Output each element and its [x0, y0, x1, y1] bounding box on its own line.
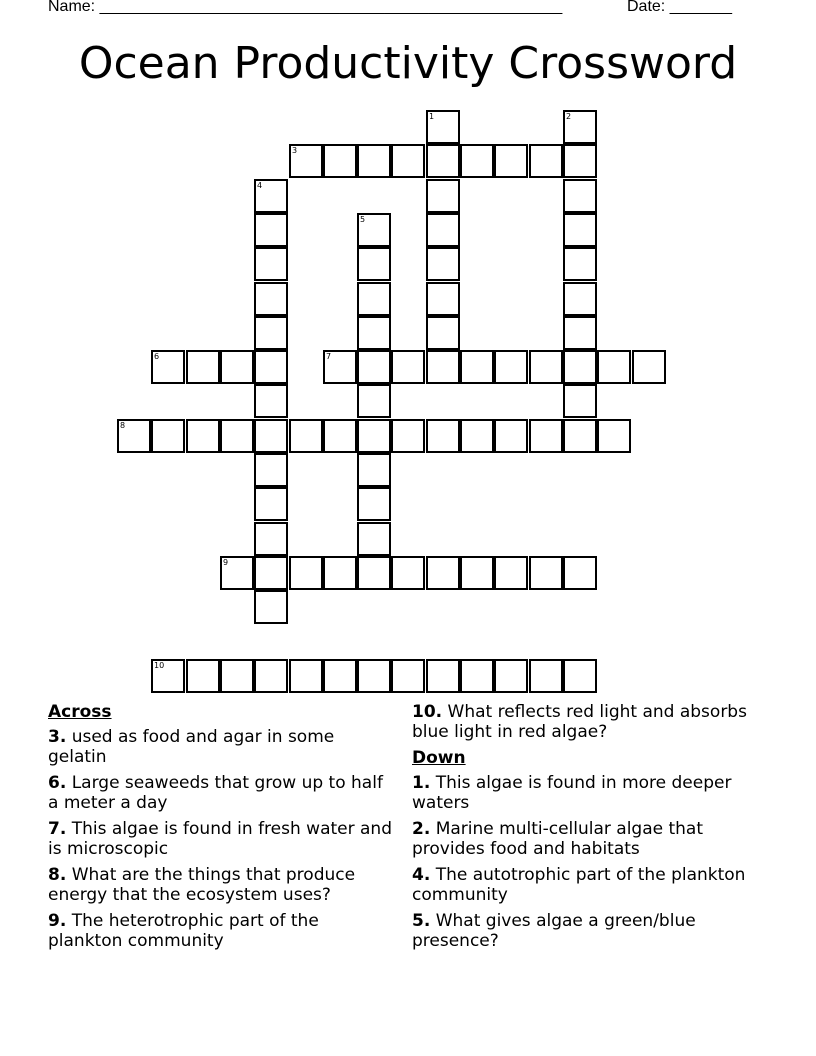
crossword-cell[interactable] [529, 350, 563, 384]
crossword-cell[interactable] [563, 659, 597, 693]
clue-text: used as food and agar in some gelatin [48, 727, 335, 767]
crossword-cell[interactable] [357, 556, 391, 590]
crossword-cell[interactable] [426, 247, 460, 281]
crossword-cell[interactable] [494, 144, 528, 178]
clues-right-column [412, 702, 757, 957]
crossword-cell[interactable] [254, 487, 288, 521]
crossword-cell[interactable] [391, 144, 425, 178]
crossword-cell[interactable] [254, 384, 288, 418]
crossword-cell[interactable] [254, 282, 288, 316]
crossword-cell[interactable] [529, 556, 563, 590]
crossword-cell[interactable] [529, 659, 563, 693]
clue-across-9 [48, 911, 393, 951]
crossword-cell[interactable] [254, 659, 288, 693]
cell-number: 4 [257, 181, 263, 190]
crossword-cell[interactable] [117, 419, 151, 453]
cell-number: 10 [154, 661, 165, 670]
crossword-cell[interactable] [563, 419, 597, 453]
clue-number: 7. [48, 819, 67, 839]
crossword-cell[interactable] [357, 384, 391, 418]
cell-number: 9 [223, 558, 229, 567]
crossword-cell[interactable] [529, 419, 563, 453]
clue-text: This algae is found in fresh water and is microscopic [48, 819, 392, 859]
crossword-cell[interactable] [426, 179, 460, 213]
crossword-cell[interactable] [323, 556, 357, 590]
crossword-cell[interactable] [151, 350, 185, 384]
crossword-cell[interactable] [289, 556, 323, 590]
crossword-cell[interactable] [220, 556, 254, 590]
clue-down-4 [412, 865, 757, 905]
crossword-cell[interactable] [563, 179, 597, 213]
crossword-cell[interactable] [563, 556, 597, 590]
clue-down-5 [412, 911, 757, 951]
clue-text: Large seaweeds that grow up to half a meter a day [48, 773, 383, 813]
clue-number: 5. [412, 911, 431, 931]
crossword-cell[interactable] [460, 419, 494, 453]
crossword-cell[interactable] [289, 659, 323, 693]
cell-number: 8 [120, 421, 126, 430]
clue-across-8 [48, 865, 393, 905]
crossword-cell[interactable] [426, 213, 460, 247]
crossword-cell[interactable] [254, 247, 288, 281]
crossword-cell[interactable] [529, 144, 563, 178]
crossword-cell[interactable] [186, 659, 220, 693]
clue-number: 1. [412, 773, 431, 793]
crossword-cell[interactable] [426, 316, 460, 350]
crossword-cell[interactable] [460, 350, 494, 384]
crossword-cell[interactable] [254, 453, 288, 487]
down-heading: Down [412, 748, 466, 768]
crossword-cell[interactable] [494, 350, 528, 384]
clue-text: The heterotrophic part of the plankton community [48, 911, 319, 951]
crossword-cell[interactable] [426, 144, 460, 178]
crossword-cell[interactable] [220, 350, 254, 384]
crossword-cell[interactable] [391, 556, 425, 590]
crossword-cell[interactable] [323, 659, 357, 693]
crossword-cell[interactable] [426, 282, 460, 316]
cell-number: 7 [326, 352, 332, 361]
crossword-cell[interactable] [460, 556, 494, 590]
cell-number: 2 [566, 112, 572, 121]
crossword-cell[interactable] [357, 453, 391, 487]
crossword-cell[interactable] [597, 419, 631, 453]
crossword-cell[interactable] [391, 659, 425, 693]
crossword-cell[interactable] [391, 350, 425, 384]
crossword-cell[interactable] [254, 556, 288, 590]
crossword-cell[interactable] [426, 556, 460, 590]
crossword-cell[interactable] [563, 384, 597, 418]
clue-number: 4. [412, 865, 431, 885]
crossword-cell[interactable] [254, 590, 288, 624]
crossword-cell[interactable] [254, 213, 288, 247]
crossword-cell[interactable] [426, 110, 460, 144]
crossword-cell[interactable] [254, 522, 288, 556]
crossword-cell[interactable] [494, 659, 528, 693]
crossword-cell[interactable] [357, 316, 391, 350]
clue-text: What reflects red light and absorbs blue light in red algae? [412, 702, 747, 742]
crossword-cell[interactable] [220, 419, 254, 453]
crossword-cell[interactable] [151, 659, 185, 693]
date-field[interactable]: Date: _______ [627, 0, 732, 15]
crossword-cell[interactable] [426, 659, 460, 693]
name-field[interactable]: Name: ____________________________________________________ [48, 0, 563, 15]
clue-text: The autotrophic part of the plankton community [412, 865, 746, 905]
crossword-cell[interactable] [494, 419, 528, 453]
crossword-cell[interactable] [632, 350, 666, 384]
clue-number: 9. [48, 911, 67, 931]
crossword-cell[interactable] [597, 350, 631, 384]
clue-text: What gives algae a green/blue presence? [412, 911, 696, 951]
clue-down-1 [412, 773, 757, 813]
crossword-cell[interactable] [460, 144, 494, 178]
crossword-cell[interactable] [426, 350, 460, 384]
clue-number: 2. [412, 819, 431, 839]
crossword-cell[interactable] [186, 419, 220, 453]
clue-number: 8. [48, 865, 67, 885]
crossword-cell[interactable] [357, 213, 391, 247]
crossword-cell[interactable] [254, 316, 288, 350]
crossword-cell[interactable] [563, 110, 597, 144]
crossword-cell[interactable] [563, 316, 597, 350]
cell-number: 6 [154, 352, 160, 361]
clue-number: 10. [412, 702, 443, 722]
crossword-cell[interactable] [220, 659, 254, 693]
clue-across-10 [412, 702, 757, 742]
clue-across-6 [48, 773, 393, 813]
clue-number: 6. [48, 773, 67, 793]
crossword-cell[interactable] [186, 350, 220, 384]
crossword-cell[interactable] [254, 350, 288, 384]
crossword-cell[interactable] [151, 419, 185, 453]
cell-number: 3 [292, 146, 298, 155]
crossword-cell[interactable] [289, 144, 323, 178]
crossword-cell[interactable] [563, 350, 597, 384]
crossword-cell[interactable] [563, 144, 597, 178]
clue-text: This algae is found in more deeper waters [412, 773, 732, 813]
page-title: Ocean Productivity Crossword [78, 38, 738, 89]
cell-number: 1 [429, 112, 435, 121]
crossword-cell[interactable] [357, 522, 391, 556]
clues-left-column [48, 702, 393, 957]
crossword-cell[interactable] [563, 247, 597, 281]
crossword-cell[interactable] [289, 419, 323, 453]
crossword-cell[interactable] [254, 419, 288, 453]
clue-text: What are the things that produce energy that the ecosystem uses? [48, 865, 356, 905]
clue-across-7 [48, 819, 393, 859]
crossword-cell[interactable] [426, 419, 460, 453]
crossword-cell[interactable] [357, 144, 391, 178]
across-heading: Across [48, 702, 112, 722]
crossword-cell[interactable] [357, 350, 391, 384]
clue-number: 3. [48, 727, 67, 747]
crossword-cell[interactable] [323, 144, 357, 178]
crossword-cell[interactable] [254, 179, 288, 213]
crossword-cell[interactable] [357, 487, 391, 521]
crossword-cell[interactable] [357, 659, 391, 693]
cell-number: 5 [360, 215, 366, 224]
crossword-cell[interactable] [323, 419, 357, 453]
crossword-cell[interactable] [563, 282, 597, 316]
clue-across-3 [48, 727, 393, 767]
clue-down-2 [412, 819, 757, 859]
crossword-cell[interactable] [494, 556, 528, 590]
crossword-cell[interactable] [460, 659, 494, 693]
crossword-cell[interactable] [323, 350, 357, 384]
crossword-cell[interactable] [391, 419, 425, 453]
crossword-cell[interactable] [357, 419, 391, 453]
crossword-cell[interactable] [563, 213, 597, 247]
clue-text: Marine multi-cellular algae that provides food and habitats [412, 819, 704, 859]
crossword-cell[interactable] [357, 247, 391, 281]
crossword-cell[interactable] [357, 282, 391, 316]
